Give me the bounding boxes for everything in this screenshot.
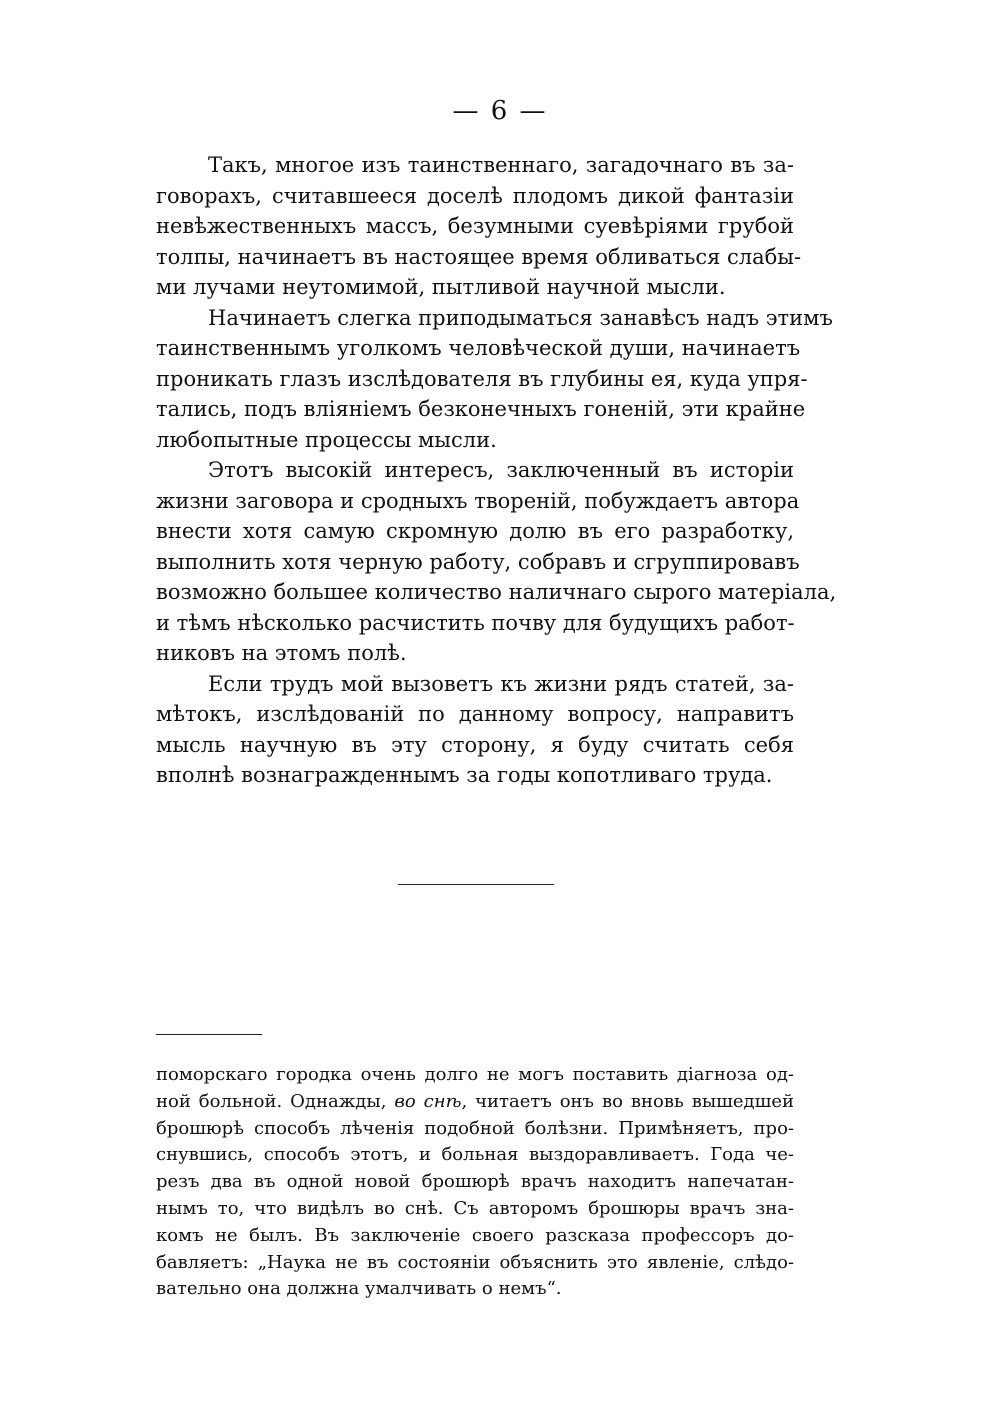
footnote-divider (156, 1034, 262, 1035)
text-line: тались, подъ вліяніемъ безконечныхъ гоненій, эти крайне (156, 397, 806, 421)
footnote-line: брошюрѣ способъ лѣченія подобной болѣзни. Примѣняетъ, про- (156, 1117, 794, 1139)
footnote-italic-text: во снѣ (394, 1090, 462, 1112)
text-line: Такъ, многое изъ таинственнаго, загадочнаго въ за- (208, 153, 794, 177)
text-line: мысль научную въ эту сторону, я буду считать себя (156, 732, 794, 757)
footnote-line (156, 1089, 794, 1116)
text-line: вполнѣ вознагражденнымъ за годы копотливаго труда. (156, 763, 773, 787)
text-line: толпы, начинаетъ въ настоящее время обливаться слабы- (156, 244, 802, 269)
text-line: проникать глазъ изслѣдователя въ глубины ея, куда упря- (156, 366, 808, 391)
text-line: таинственнымъ уголкомъ человѣческой души, начинаетъ (156, 336, 801, 360)
footnote-line: резъ два въ одной новой брошюрѣ врачъ находитъ напечатан- (156, 1171, 794, 1193)
section-divider (398, 884, 554, 885)
footnote-text: ной больной. Однажды, (156, 1090, 387, 1112)
text-line: Если трудъ мой вызоветъ къ жизни рядъ статей, за- (208, 671, 794, 696)
footnote-line: снувшись, способъ этотъ, и больная выздоравливаетъ. Года че- (156, 1144, 794, 1166)
text-line: невѣжественныхъ массъ, безумными суевѣріями грубой (156, 214, 794, 238)
text-line: жизни заговора и сродныхъ твореній, побуждаетъ автора (156, 488, 800, 513)
footnote-text: , читаетъ онъ во вновь вышедшей (461, 1090, 795, 1112)
footnote-line: бавляетъ: „Наука не въ состояніи объяснить это явленіе, слѣдо- (156, 1251, 794, 1273)
text-line: Этотъ высокій интересъ, заключенный въ исторіи (208, 458, 794, 482)
page-number: — 6 — (452, 96, 548, 126)
text-line: Начинаетъ слегка приподыматься занавѣсъ надъ этимъ (208, 305, 833, 330)
text-line: и тѣмъ нѣсколько расчистить почву для будущихъ работ- (156, 610, 795, 635)
text-line: возможно большее количество наличнаго сырого матеріала, (156, 580, 837, 604)
footnote-line: комъ не былъ. Въ заключеніе своего разсказа профессоръ до- (156, 1224, 794, 1246)
text-line: никовъ на этомъ полѣ. (156, 641, 407, 665)
footnote (156, 1062, 794, 1303)
text-line: выполнить хотя черную работу, собравъ и сгруппировавъ (156, 549, 800, 574)
footnote-line: поморскаго городка очень долго не могъ поставить діагноза од- (156, 1064, 794, 1085)
text-line: говорахъ, считавшееся доселѣ плодомъ дикой фантазіи (156, 183, 794, 208)
text-line: внести хотя самую скромную долю въ его разработку, (156, 519, 794, 543)
footnote-line: вательно она должна умалчивать о немъ“. (156, 1278, 562, 1300)
text-line: любопытные процессы мысли. (156, 427, 497, 452)
text-line: ми лучами неутомимой, пытливой научной мысли. (156, 275, 726, 299)
text-line: мѣтокъ, изслѣдованій по данному вопросу, направитъ (156, 702, 794, 726)
main-text (156, 150, 837, 791)
footnote-line: нымъ то, что видѣлъ во снѣ. Съ авторомъ брошюры врачъ зна- (156, 1197, 794, 1219)
